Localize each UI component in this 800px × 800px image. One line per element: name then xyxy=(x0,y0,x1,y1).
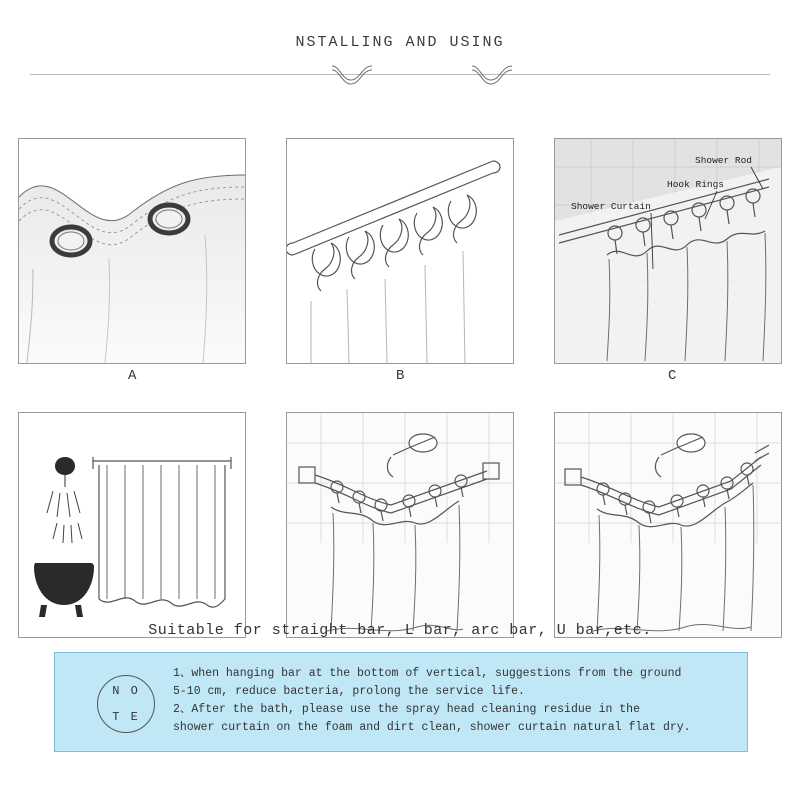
panel-letters xyxy=(18,368,782,392)
ribbon-icon xyxy=(330,64,374,86)
note-line: 5-10 cm, reduce bacteria, prolong the service life. xyxy=(173,685,525,698)
divider-line xyxy=(30,74,770,75)
bathtub-straight-bar-diagram xyxy=(18,412,246,638)
annotation-shower-curtain: Shower Curtain xyxy=(571,201,651,212)
u-bar-with-shower-head-icon xyxy=(555,413,781,637)
panel-row-2 xyxy=(18,412,782,638)
panel-letter-b: B xyxy=(396,368,405,384)
suitability-caption: Suitable for straight bar, L bar, arc bar, U bar,etc. xyxy=(148,622,652,639)
curtain-grommets-diagram xyxy=(18,138,246,364)
page-title: NSTALLING AND USING xyxy=(295,34,505,51)
installed-curtain-diagram xyxy=(554,138,782,364)
note-line: 2、After the bath, please use the spray head cleaning residue in the xyxy=(173,703,640,716)
panel-row-1 xyxy=(18,138,782,364)
bathtub-with-straight-bar-icon xyxy=(19,413,245,637)
u-bar-corner-diagram xyxy=(554,412,782,638)
ribbon-icon xyxy=(470,64,514,86)
hook-rings-on-rod-diagram xyxy=(286,138,514,364)
l-bar-with-shower-head-icon xyxy=(287,413,513,637)
annotation-shower-rod: Shower Rod xyxy=(695,155,753,166)
note-box xyxy=(54,652,748,752)
curtain-top-with-grommets-icon xyxy=(19,139,245,363)
panel-letter-a: A xyxy=(128,368,137,384)
installed-shower-curtain-icon xyxy=(555,139,781,363)
header xyxy=(0,34,800,51)
header-divider xyxy=(30,62,770,86)
panel-grid xyxy=(18,138,782,638)
panel-letter-c: C xyxy=(668,368,677,384)
note-line: 1、when hanging bar at the bottom of vertical, suggestions from the ground xyxy=(173,667,682,680)
note-line: shower curtain on the foam and dirt clean, shower curtain natural flat dry. xyxy=(173,721,691,734)
note-text xyxy=(173,665,739,737)
l-bar-corner-diagram xyxy=(286,412,514,638)
note-badge xyxy=(97,675,155,733)
annotation-hook-rings: Hook Rings xyxy=(667,179,725,190)
note-badge-line2: T E xyxy=(112,709,140,724)
note-badge-line1: N O xyxy=(112,683,140,698)
rod-with-hook-rings-icon xyxy=(287,139,513,363)
